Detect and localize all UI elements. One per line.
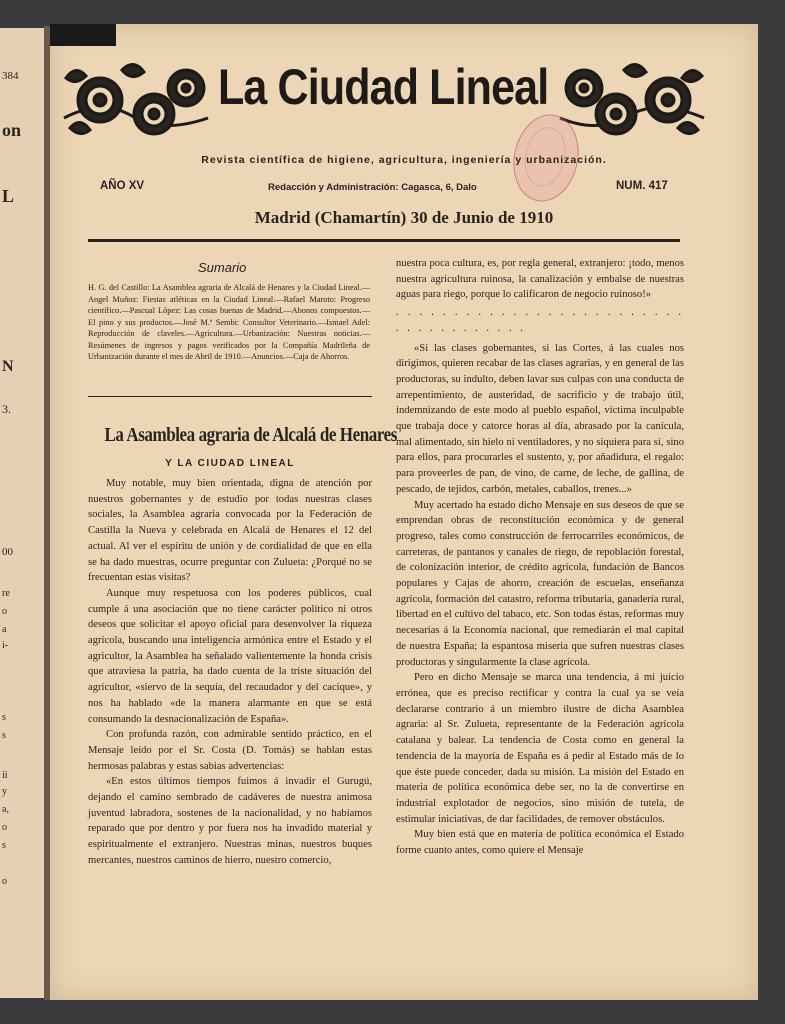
rose-ornament-left-icon bbox=[62, 58, 210, 138]
previous-page-text-fragment: o bbox=[2, 876, 7, 887]
binding-clip bbox=[50, 24, 116, 46]
previous-page-text-fragment: on bbox=[2, 120, 22, 140]
previous-page-edge bbox=[0, 28, 46, 998]
article-paragraph: Con profunda razón, con admirable sentido práctico, en el Mensaje leído por el Sr. Costa (D. Tomás) se hablan estas hermosas palabras y estas sabias advertencias: bbox=[88, 729, 372, 772]
previous-page-text-fragment: s bbox=[2, 730, 6, 741]
article-paragraph: Pero en dicho Mensaje se marca una tendencia, á mi juicio errónea, que es preciso rectificar y contra la cual ya se veía declararse contrario á un miembro ilustre de dicha Asamblea agraria: al Sr. Zulueta, representante de la Federación agrícola catalana y balear. La tendencia de Costa como en general la tendencia de la mayoría de España es á pedir al Estado más de lo que éste puede conceder, dada su misión. La misión del Estado en materia de política económica debe ser, no la de convertirse en industrial explotador de negocios, sino misión de tutela, de estimular iniciativas, de dar facilidades, de remover obstáculos. bbox=[396, 672, 684, 825]
article-paragraph: Muy acertado ha estado dicho Mensaje en sus deseos de que se emprendan obras de reconstitución económica y de general progreso, tales como construcción de ferrocarriles económicos, de carreteras, de pantanos y canales de riego, de repoblación forestal, de colonización interior, de crédito agrícola, fundación de Bancos populares y Cajas de ahorro, creación de escuelas, enseñanza agrícola, formación del catastro, reforma tributaria, ganadería rural, libertad en el cultivo del tabaco, etc. Son todas éstas, reformas muy necesarias á la Economía nacional, que remediarán el mal capital de nuestra España; la espantosa miseria que sufren nuestras clases productoras y singularmente la clase agrícola. bbox=[396, 499, 684, 668]
previous-page-text-fragment: 3. bbox=[2, 402, 11, 416]
masthead-title: La Ciudad Lineal bbox=[218, 59, 549, 115]
article-right-column bbox=[396, 256, 684, 859]
rose-ornament-right-icon bbox=[558, 58, 706, 138]
article-paragraph: «En estos últimos tiempos fuimos á invadir el Gurugú, dejando el camino sembrado de cadáveres de nuestra animosa juventud labradora, sostenes de la nacionalidad, y no habíamos reparado que por dentro y por fuera nos ha invadido material y espiritualmente el extranjero. Nuestras minas, nuestros buques mercantes, nuestros caminos de hierro, nuestro comercio, bbox=[88, 776, 372, 866]
header-rule bbox=[88, 239, 680, 242]
article-paragraph: Muy bien está que en materia de política económica el Estado forme cuanto antes, como quiere el Mensaje bbox=[396, 829, 684, 857]
previous-page-text-fragment: L bbox=[2, 186, 15, 206]
previous-page-text-fragment: ii bbox=[2, 770, 8, 781]
previous-page-text-fragment: a bbox=[2, 624, 7, 635]
previous-page-text-fragment: N bbox=[2, 358, 14, 375]
article-paragraph: nuestra poca cultura, es, por regla general, extranjero: ¡todo, menos nuestra agricultura ruinosa, la canalización y embalse de nuestras aguas para riego, porque lo calificaron de negocio ruinoso!» bbox=[396, 258, 684, 301]
article-paragraph: «Si las clases gobernantes, si las Cortes, á las cuales nos dirigimos, quieren recabar de las clases agrarias, y en general de las productoras, su indulto, deben lavar sus culpas con una conducta de arrepentimiento, de austeridad, de sacrificio y de trabajo útil, indemnizando de este modo al pueblo español, víctima inculpable que trabaja doce y catorce horas al día, abrasado por la canícula, mal alimentado, sin hielo ni ventiladores, y no siquiera para sí, sino para ellos, para procurarles el sustento, y, por añadidura, el regalo: para proveerles de pan, de vino, de carne, de leche, de gallina, de pescado, de tejidos, carbón, metales, caballos, trenes...» bbox=[396, 342, 684, 495]
previous-page-text-fragment: o bbox=[2, 822, 7, 833]
article-paragraph: Aunque muy respetuosa con los poderes públicos, cual cumple á una asociación que no tiene carácter político ni otros deseos que solicitar el apoyo oficial para desenvolver la riqueza agrícola, buscando una inteligencia armónica entre el Estado y el agricultor, la Asamblea ha señalado valientemente la honda crisis que atraviesa la patria, ha dado cuenta de la triste situación del agricultor, «siervo de la sequía, del recaudador y del cacique», y nos ha hablado «de la manera alarmante en que se está consumando la desnacionalización de España». bbox=[88, 587, 372, 725]
summary-text: H. G. del Castillo: La Asamblea agraria de Alcalá de Henares y la Ciudad Lineal.—Angel Muñoz: Fiestas atléticas en la Ciudad Lineal.—Rafael Maroto: Progreso científico.—Pascual López: Las cosas buenas de Madrid.—Abonos compuestos.—El pino y sus productos.—José M.ª Sembi: Consultor Veterinario.—Ismael Adel: Reproducción de claveles.—Agricultura.—Urbanización: Nuestras noticias.—Resúmenes de ingresos y pagos verificados por la Compañía Madrileña de Urbanización durante el mes de Abril de 1910.—Anuncios.—Caja de Ahorros. bbox=[88, 283, 370, 361]
editorial-address: Redacción y Administración: Cagasca, 6, Dalo bbox=[268, 182, 477, 193]
previous-page-text-fragment: s bbox=[2, 840, 6, 851]
issue-year: AÑO XV bbox=[100, 180, 145, 192]
summary-heading: Sumario bbox=[198, 260, 247, 275]
article-subtitle: Y LA CIUDAD LINEAL bbox=[165, 458, 295, 469]
previous-page-text-fragment: a, bbox=[2, 804, 9, 815]
dateline: Madrid (Chamartín) 30 de Junio de 1910 bbox=[254, 208, 554, 227]
previous-page-text-fragment: re bbox=[2, 588, 10, 599]
previous-page-text-fragment: s bbox=[2, 712, 6, 723]
previous-page-text-fragment: i- bbox=[2, 640, 9, 651]
previous-page-text-fragment: o bbox=[2, 606, 7, 617]
ellipsis-separator: . . . . . . . . . . . . . . . . . . . . . . . . . . . . . . . . . . . . . bbox=[396, 307, 684, 334]
article-paragraph: Muy notable, muy bien orientada, digna de atención por nuestros gobernantes y de estudio por todas nuestras clases sociales, la Asamblea agraria convocada por la Federación de Castilla la Nueva y celebrada en Alcalá de Henares el 12 del actual. Al ver el espíritu de unión y de cordialidad de que en ella se ha dado muestras, ocurre preguntar con Zulueta: ¿Porqué no se frecuentan estas visitas? bbox=[88, 478, 372, 584]
issue-number: NUM. 417 bbox=[616, 180, 668, 192]
previous-page-text-fragment: 00 bbox=[2, 546, 13, 558]
previous-page-text-fragment: 384 bbox=[2, 70, 19, 82]
summary-rule bbox=[88, 396, 372, 397]
article-title: La Asamblea agraria de Alcalá de Henares bbox=[104, 424, 397, 446]
previous-page-text-fragment: y bbox=[2, 786, 7, 797]
newspaper-page bbox=[50, 24, 758, 1000]
article-left-column bbox=[88, 476, 372, 869]
masthead-subtitle: Revista científica de higiene, agricultura, ingeniería y urbanización. bbox=[201, 154, 607, 166]
